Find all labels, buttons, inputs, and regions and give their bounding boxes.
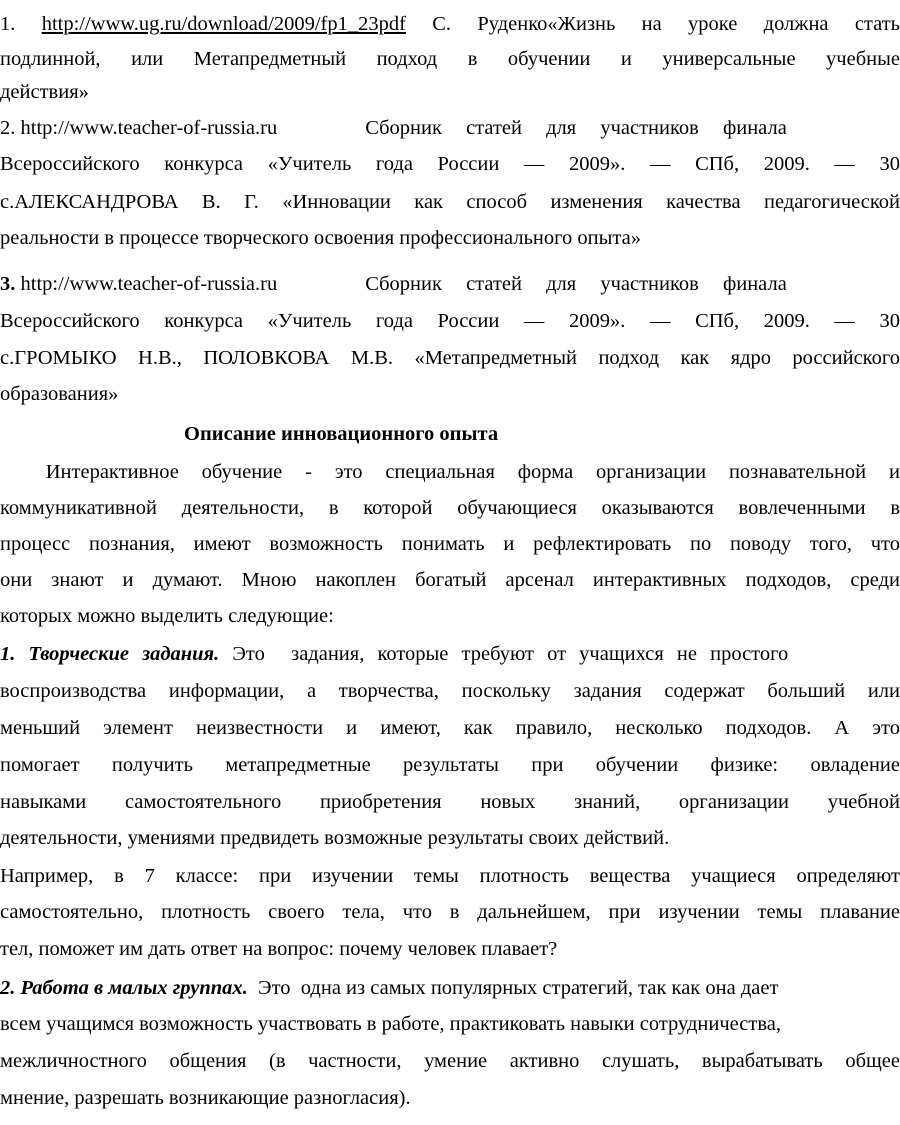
- item2-line1: [0, 976, 900, 1000]
- ref2-line1: [0, 116, 900, 140]
- item2-line1-text: Это одна из самых популярных стратегий, так как она дает: [247, 977, 779, 999]
- ref3-line2: Всероссийского конкурса «Учитель года России — 2009». — СПб, 2009. — 30: [0, 310, 900, 332]
- item2-title: 2. Работа в малых группах.: [0, 977, 248, 999]
- intro-line4: они знают и думают. Мною накоплен богатый арсенал интерактивных подходов, среди: [0, 569, 900, 591]
- ref2-line2: Всероссийского конкурса «Учитель года России — 2009». — СПб, 2009. — 30: [0, 153, 900, 175]
- ref2-number: 2.: [0, 117, 16, 139]
- item1-line3: меньший элемент неизвестности и имеют, как правило, несколько подходов. А это: [0, 717, 900, 739]
- ref3-link[interactable]: http://www.teacher-of-russia.ru: [20, 273, 278, 295]
- intro-line1: Интерактивное обучение - это специальная форма организации познавательной и: [0, 461, 900, 483]
- item1-line6: деятельности, умениями предвидеть возможные результаты своих действий.: [0, 827, 670, 849]
- item1-line4: помогает получить метапредметные результаты при обучении физике: овладение: [0, 754, 900, 776]
- ref1-line1: [0, 12, 900, 36]
- item1-line1-text: Это задания, которые требуют от учащихся не простого: [219, 643, 789, 665]
- ref3-line1: [0, 272, 900, 296]
- example-line2: самостоятельно, плотность своего тела, что в дальнейшем, при изучении темы плавание: [0, 901, 900, 923]
- ref1-link[interactable]: http://www.ug.ru/download/2009/fp1_23pdf: [41, 13, 406, 35]
- ref1-line2: подлинной, или Метапредметный подход в обучении и универсальные учебные: [0, 48, 900, 70]
- ref1-text: С. Руденко«Жизнь на уроке должна стать: [432, 13, 900, 35]
- ref2-line3: с.АЛЕКСАНДРОВА В. Г. «Инновации как способ изменения качества педагогической: [0, 191, 900, 213]
- ref2-text: Сборник статей для участников финала: [365, 117, 787, 139]
- item1-line2: воспроизводства информации, а творчества, поскольку задания содержат больший или: [0, 680, 900, 702]
- ref3-line4: образования»: [0, 383, 119, 405]
- example-line1: Например, в 7 классе: при изучении темы плотность вещества учащиеся определяют: [0, 865, 900, 887]
- ref2-line4: реальности в процессе творческого освоения профессионального опыта»: [0, 227, 641, 249]
- section-heading: Описание инновационного опыта: [184, 423, 499, 445]
- item1-title: 1. Творческие задания.: [0, 643, 220, 665]
- intro-line2: коммуникативной деятельности, в которой обучающиеся оказываются вовлеченными в: [0, 497, 900, 519]
- ref3-line3: с.ГРОМЫКО Н.В., ПОЛОВКОВА М.В. «Метапредметный подход как ядро российского: [0, 347, 900, 369]
- item2-line4: мнение, разрешать возникающие разногласия).: [0, 1087, 411, 1109]
- intro-line5: которых можно выделить следующие:: [0, 605, 334, 627]
- item2-line3: межличностного общения (в частности, умение активно слушать, вырабатывать общее: [0, 1050, 900, 1072]
- item1-line1: [0, 642, 900, 666]
- ref2-link[interactable]: http://www.teacher-of-russia.ru: [20, 117, 278, 139]
- ref3-number: 3.: [0, 273, 16, 295]
- item2-line2: всем учащимся возможность участвовать в работе, практиковать навыки сотрудничества,: [0, 1013, 781, 1035]
- intro-line3: процесс познания, имеют возможность понимать и рефлектировать по поводу того, что: [0, 533, 900, 555]
- item1-line5: навыками самостоятельного приобретения новых знаний, организации учебной: [0, 791, 900, 813]
- ref1-line3: действия»: [0, 81, 89, 103]
- ref3-text: Сборник статей для участников финала: [365, 273, 787, 295]
- example-line3: тел, поможет им дать ответ на вопрос: почему человек плавает?: [0, 938, 558, 960]
- ref1-number: 1.: [0, 13, 16, 35]
